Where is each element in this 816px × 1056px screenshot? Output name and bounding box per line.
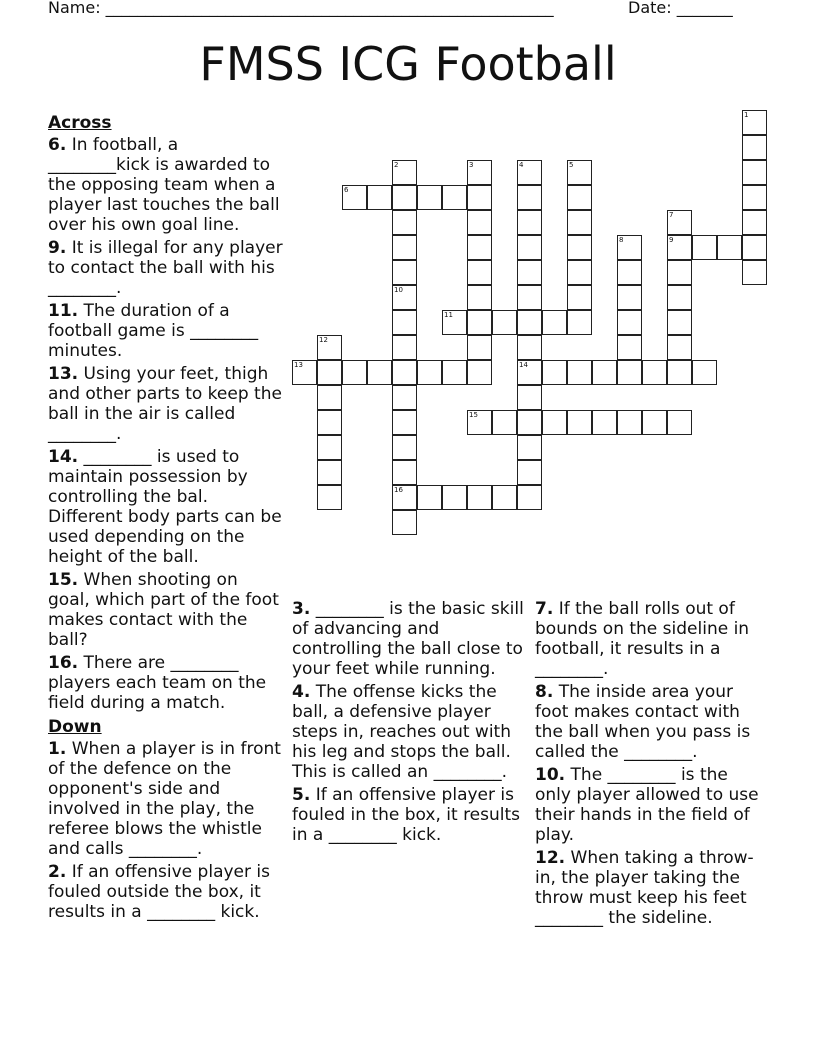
down-clue-list — [535, 599, 767, 928]
clue-text: ________ is used to maintain possession by controlling the bal. Different body parts can be used depending on the height of the ball. — [48, 447, 282, 567]
crossword-cell[interactable] — [617, 310, 642, 335]
clue-item — [292, 682, 524, 782]
crossword-cell[interactable] — [592, 360, 617, 385]
crossword-cell[interactable] — [317, 335, 342, 360]
crossword-cell[interactable] — [592, 410, 617, 435]
crossword-cell[interactable] — [467, 260, 492, 285]
cell-number: 12 — [319, 336, 328, 344]
crossword-cell[interactable] — [617, 410, 642, 435]
crossword-cell[interactable] — [517, 410, 542, 435]
page-title: FMSS ICG Football — [199, 37, 617, 91]
crossword-cell[interactable] — [317, 485, 342, 510]
cell-number: 5 — [569, 161, 574, 169]
crossword-cell[interactable] — [742, 260, 767, 285]
crossword-cell[interactable] — [317, 385, 342, 410]
crossword-cell[interactable] — [517, 385, 542, 410]
cell-number: 6 — [344, 186, 349, 194]
crossword-cell[interactable] — [567, 185, 592, 210]
clue-number: 10. — [535, 765, 566, 785]
clue-number: 2. — [48, 862, 67, 882]
crossword-cell[interactable] — [467, 160, 492, 185]
clue-text: The inside area your foot makes contact with the ball when you pass is called the ________. — [535, 682, 751, 762]
crossword-cell[interactable] — [667, 360, 692, 385]
clue-number: 8. — [535, 682, 554, 702]
clue-number: 4. — [292, 682, 311, 702]
clue-text: ________ is the basic skill of advancing and controlling the ball close to your feet while running. — [292, 599, 524, 679]
clue-column-left — [48, 113, 284, 925]
crossword-cell[interactable] — [392, 510, 417, 535]
crossword-cell[interactable] — [617, 360, 642, 385]
crossword-cell[interactable] — [292, 360, 317, 385]
clue-item — [48, 135, 284, 235]
crossword-cell[interactable] — [467, 210, 492, 235]
crossword-cell[interactable] — [342, 185, 367, 210]
crossword-cell[interactable] — [442, 485, 467, 510]
crossword-cell[interactable] — [367, 360, 392, 385]
crossword-cell[interactable] — [392, 310, 417, 335]
crossword-cell[interactable] — [542, 360, 567, 385]
crossword-cell[interactable] — [567, 310, 592, 335]
crossword-cell[interactable] — [417, 485, 442, 510]
across-heading: Across — [48, 113, 112, 133]
crossword-cell[interactable] — [542, 310, 567, 335]
crossword-cell[interactable] — [492, 310, 517, 335]
crossword-cell[interactable] — [742, 185, 767, 210]
crossword-cell[interactable] — [442, 310, 467, 335]
crossword-cell[interactable] — [417, 360, 442, 385]
clue-column-right — [535, 599, 767, 931]
crossword-cell[interactable] — [392, 435, 417, 460]
crossword-cell[interactable] — [667, 260, 692, 285]
crossword-cell[interactable] — [742, 235, 767, 260]
cell-number: 16 — [394, 486, 403, 494]
crossword-cell[interactable] — [392, 260, 417, 285]
cell-number: 3 — [469, 161, 474, 169]
clue-text: In football, a ________kick is awarded to the opposing team when a player last touches the ball over his own goal line. — [48, 135, 280, 235]
crossword-cell[interactable] — [517, 435, 542, 460]
crossword-cell[interactable] — [517, 310, 542, 335]
crossword-cell[interactable] — [367, 185, 392, 210]
crossword-cell[interactable] — [642, 410, 667, 435]
crossword-cell[interactable] — [617, 260, 642, 285]
crossword-cell[interactable] — [742, 135, 767, 160]
crossword-cell[interactable] — [667, 235, 692, 260]
crossword-cell[interactable] — [517, 260, 542, 285]
clue-number: 14. — [48, 447, 79, 467]
crossword-cell[interactable] — [492, 485, 517, 510]
down-clue-list — [292, 599, 524, 845]
clue-text: If an offensive player is fouled outside the box, it results in a ________ kick. — [48, 862, 270, 922]
crossword-cell[interactable] — [417, 185, 442, 210]
cell-number: 2 — [394, 161, 399, 169]
crossword-cell[interactable] — [442, 360, 467, 385]
clue-number: 13. — [48, 364, 79, 384]
crossword-cell[interactable] — [467, 335, 492, 360]
cell-number: 15 — [469, 411, 478, 419]
crossword-cell[interactable] — [467, 185, 492, 210]
clue-item — [535, 765, 767, 845]
crossword-cell[interactable] — [392, 210, 417, 235]
crossword-cell[interactable] — [517, 235, 542, 260]
crossword-cell[interactable] — [617, 235, 642, 260]
name-field: Name: ________________________________________________________ — [48, 0, 554, 17]
cell-number: 9 — [669, 236, 674, 244]
clue-item — [48, 447, 284, 567]
crossword-cell[interactable] — [517, 285, 542, 310]
crossword-cell[interactable] — [567, 160, 592, 185]
crossword-cell[interactable] — [392, 285, 417, 310]
clue-text: When a player is in front of the defence on the opponent's side and involved in the play, the referee blows the whistle and calls ________. — [48, 739, 281, 859]
down-clue-list — [48, 739, 284, 922]
crossword-cell[interactable] — [392, 235, 417, 260]
crossword-cell[interactable] — [567, 360, 592, 385]
crossword-cell[interactable] — [317, 360, 342, 385]
cell-number: 7 — [669, 211, 674, 219]
clue-column-middle — [292, 599, 524, 848]
across-clue-list — [48, 135, 284, 713]
cell-number: 4 — [519, 161, 524, 169]
clue-item — [535, 599, 767, 679]
crossword-cell[interactable] — [667, 210, 692, 235]
clue-item — [292, 785, 524, 845]
crossword-cell[interactable] — [392, 410, 417, 435]
clue-number: 3. — [292, 599, 311, 619]
crossword-cell[interactable] — [717, 235, 742, 260]
crossword-cell[interactable] — [392, 460, 417, 485]
crossword-cell[interactable] — [317, 410, 342, 435]
date-field: Date: _______ — [628, 0, 733, 17]
crossword-cell[interactable] — [542, 410, 567, 435]
clue-text: If an offensive player is fouled in the box, it results in a ________ kick. — [292, 785, 521, 845]
clue-item — [48, 301, 284, 361]
crossword-cell[interactable] — [467, 485, 492, 510]
clue-text: There are ________ players each team on the field during a match. — [48, 653, 267, 713]
crossword-cell[interactable] — [517, 460, 542, 485]
clue-item — [48, 653, 284, 713]
crossword-cell[interactable] — [642, 360, 667, 385]
crossword-cell[interactable] — [467, 285, 492, 310]
clue-number: 16. — [48, 653, 79, 673]
clue-number: 15. — [48, 570, 79, 590]
clue-text: Using your feet, thigh and other parts to keep the ball in the air is called ________. — [48, 364, 282, 444]
cell-number: 8 — [619, 236, 624, 244]
clue-text: When shooting on goal, which part of the foot makes contact with the ball? — [48, 570, 279, 650]
crossword-cell[interactable] — [667, 310, 692, 335]
cell-number: 13 — [294, 361, 303, 369]
clue-item — [535, 848, 767, 928]
crossword-cell[interactable] — [667, 285, 692, 310]
crossword-cell[interactable] — [567, 210, 592, 235]
crossword-cell[interactable] — [567, 260, 592, 285]
crossword-cell[interactable] — [517, 160, 542, 185]
crossword-cell[interactable] — [492, 410, 517, 435]
cell-number: 1 — [744, 111, 749, 119]
crossword-cell[interactable] — [317, 435, 342, 460]
crossword-cell[interactable] — [667, 335, 692, 360]
crossword-cell[interactable] — [517, 360, 542, 385]
crossword-cell[interactable] — [617, 285, 642, 310]
crossword-cell[interactable] — [617, 335, 642, 360]
clue-item — [48, 570, 284, 650]
clue-item — [48, 364, 284, 444]
crossword-cell[interactable] — [517, 185, 542, 210]
crossword-cell[interactable] — [392, 335, 417, 360]
crossword-cell[interactable] — [467, 410, 492, 435]
clue-item — [48, 238, 284, 298]
clue-number: 7. — [535, 599, 554, 619]
crossword-cell[interactable] — [317, 460, 342, 485]
clue-item — [292, 599, 524, 679]
cell-number: 11 — [444, 311, 453, 319]
clue-text: If the ball rolls out of bounds on the sideline in football, it results in a ________. — [535, 599, 750, 679]
down-heading: Down — [48, 717, 102, 737]
crossword-cell[interactable] — [567, 410, 592, 435]
clue-number: 12. — [535, 848, 566, 868]
cell-number: 10 — [394, 286, 403, 294]
crossword-cell[interactable] — [567, 285, 592, 310]
crossword-cell[interactable] — [342, 360, 367, 385]
crossword-cell[interactable] — [692, 360, 717, 385]
crossword-cell[interactable] — [517, 485, 542, 510]
clue-item — [48, 739, 284, 859]
crossword-cell[interactable] — [692, 235, 717, 260]
crossword-cell[interactable] — [667, 410, 692, 435]
clue-text: It is illegal for any player to contact the ball with his ________. — [48, 238, 283, 298]
crossword-cell[interactable] — [517, 210, 542, 235]
crossword-cell[interactable] — [467, 235, 492, 260]
clue-number: 5. — [292, 785, 311, 805]
crossword-cell[interactable] — [392, 185, 417, 210]
clue-text: The ________ is the only player allowed to use their hands in the field of play. — [535, 765, 759, 845]
cell-number: 14 — [519, 361, 528, 369]
clue-text: The duration of a football game is ________ minutes. — [48, 301, 259, 361]
crossword-cell[interactable] — [392, 385, 417, 410]
clue-number: 11. — [48, 301, 79, 321]
crossword-cell[interactable] — [742, 210, 767, 235]
crossword-cell[interactable] — [742, 160, 767, 185]
crossword-cell[interactable] — [467, 310, 492, 335]
crossword-cell[interactable] — [517, 335, 542, 360]
clue-number: 1. — [48, 739, 67, 759]
clue-item — [535, 682, 767, 762]
crossword-cell[interactable] — [392, 160, 417, 185]
clue-text: The offense kicks the ball, a defensive player steps in, reaches out with his leg and stops the ball. This is called an ________. — [292, 682, 511, 782]
crossword-cell[interactable] — [392, 360, 417, 385]
clue-number: 6. — [48, 135, 67, 155]
clue-item — [48, 862, 284, 922]
crossword-cell[interactable] — [392, 485, 417, 510]
clue-number: 9. — [48, 238, 67, 258]
crossword-cell[interactable] — [742, 110, 767, 135]
crossword-cell[interactable] — [442, 185, 467, 210]
crossword-cell[interactable] — [567, 235, 592, 260]
crossword-cell[interactable] — [467, 360, 492, 385]
clue-text: When taking a throw-in, the player taking the throw must keep his feet ________ the sideline. — [535, 848, 754, 928]
